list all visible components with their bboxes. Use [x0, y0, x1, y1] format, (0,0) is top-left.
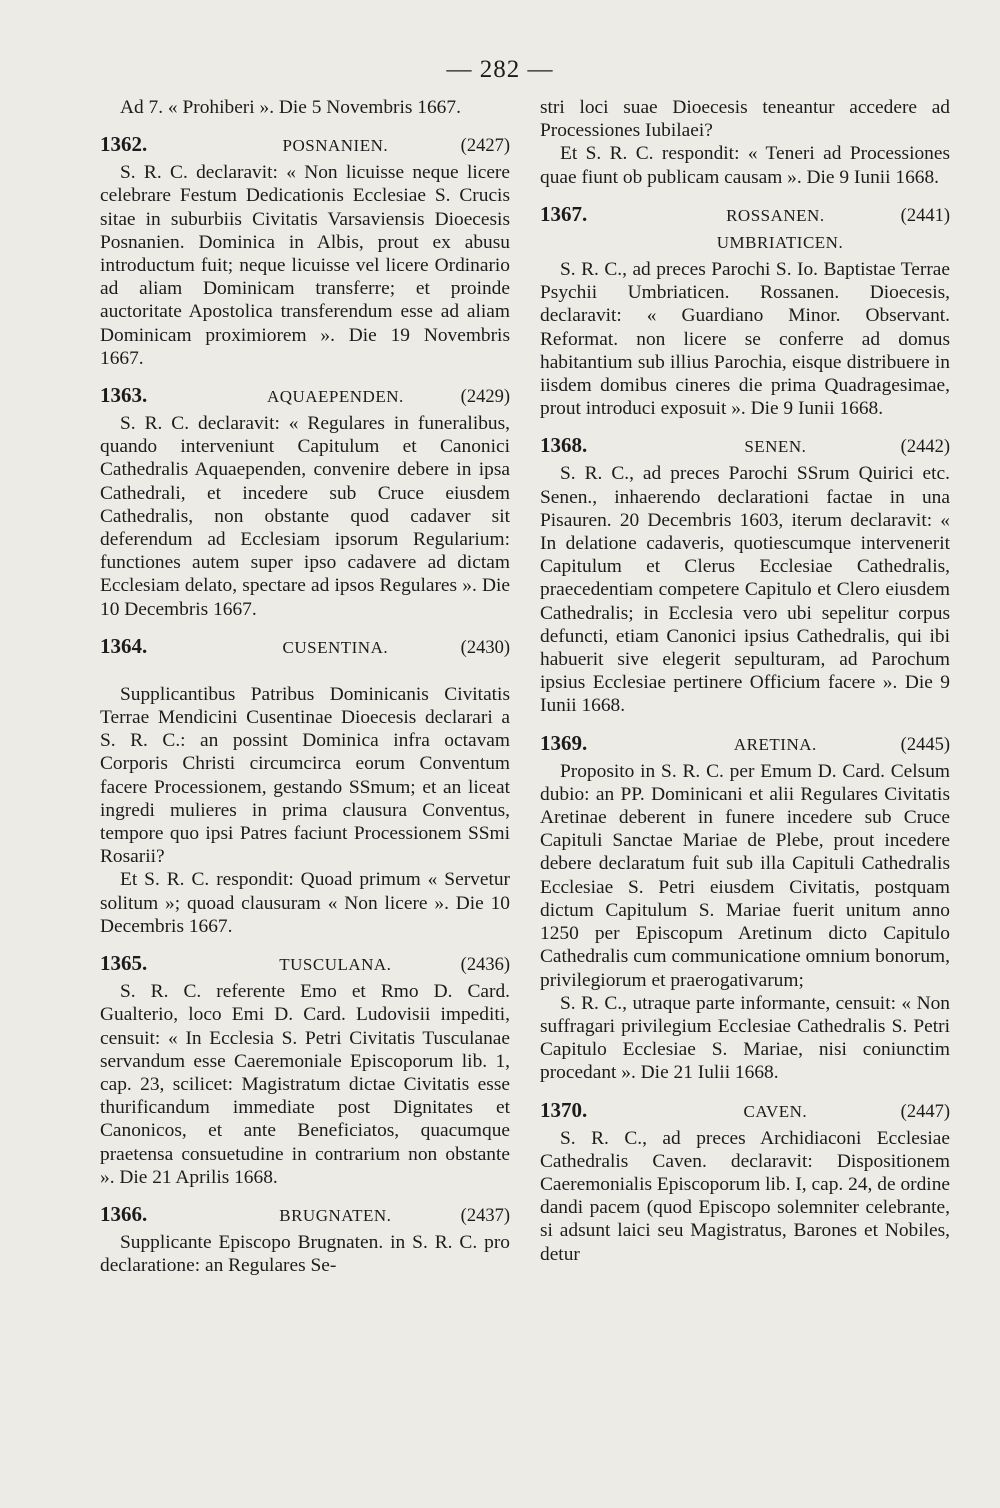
- decree-entry-1363: [100, 382, 510, 621]
- entry-place: TUSCULANA.: [279, 955, 392, 975]
- entry-reference: (2442): [900, 437, 950, 458]
- entry-reference: (2447): [900, 1101, 950, 1122]
- entry-number: 1366.: [100, 1201, 148, 1226]
- entry-place: SENEN.: [744, 437, 807, 457]
- entry-reference: (2427): [460, 136, 510, 157]
- left-column: [100, 96, 510, 1277]
- decree-entry-1367: [540, 201, 950, 421]
- entry-paragraph: S. R. C., ad preces Parochi SSrum Quirici etc. Senen., inhaerendo declarationi factae in una Pisauren. 20 Decembris 1603, iterum declaravit: « In delatione cadaveris, quotiescumque intervenerit Capitulum et Clerus Ecclesiae Cathedralis, praecedentiam competere Capitulo et Clero eiusdem Cathedralis; in Ecclesia vero ubi sepelitur corpus defuncti, etiam Canonici ipsius Cathedralis, qui ibi habuerit sive elegerit sepulturam, ad Parochum ipsius Ecclesiae pertinere Officium facere ». Die 9 Iunii 1668.: [540, 463, 950, 717]
- entry-heading: [540, 1097, 950, 1125]
- entry-place: BRUGNATEN.: [279, 1205, 392, 1225]
- entry-paragraph: S. R. C. referente Emo et Rmo D. Card. Gualterio, loco Emi D. Card. Ludovisii impediti, censuit: « In Ecclesia S. Petri Civitatis Tusculanae servandum esse Caeremoniale Episcoporum lib. 1, cap. 23, scilicet: Magistratum dictae Civitatis esse thurificandum immediate post Dignitates et Canonicos, et ante Beneficiatos, quacumque praetensa consuetudine in contrarium non obstante ». Die 21 Aprilis 1668.: [100, 981, 510, 1188]
- entry-number: 1362.: [100, 132, 148, 157]
- entry-number: 1365.: [100, 951, 148, 976]
- entry-heading: [100, 1201, 510, 1229]
- entry-heading: [100, 131, 510, 159]
- entry-paragraph: S. R. C. declaravit: « Non licuisse neque licere celebrare Festum Dedicationis Ecclesiae S. Crucis sitae in suburbiis Civitatis Varsaviensis Dioecesis Posnanien. Dominica in Albis, prout ex abusu introductum fuit; neque licuisse vel licere Ordinario ad aliam Dominicam transferre; et proinde auctoritate Apostolica transferendum esse ad aliam Dominicam proximiorem ». Die 19 Novembris 1667.: [100, 162, 510, 369]
- entry-heading: [540, 730, 950, 758]
- entry-reference: (2437): [460, 1205, 510, 1226]
- entry-heading: [100, 382, 510, 410]
- decree-entry-1365: [100, 950, 510, 1189]
- entry-heading: [540, 201, 950, 229]
- entry-reference: (2436): [460, 955, 510, 976]
- continuation-text: stri loci suae Dioecesis teneantur accedere ad Processiones Iubilaei?: [540, 97, 950, 142]
- decree-entry-1364: [100, 633, 510, 938]
- entry-number: 1364.: [100, 633, 148, 658]
- decree-entry-1368: [540, 432, 950, 717]
- entry-number: 1369.: [540, 730, 588, 755]
- entry-paragraph: Supplicante Episcopo Brugnaten. in S. R. C. pro declaratione: an Regulares Se-: [100, 1231, 510, 1277]
- entry-place: ARETINA.: [733, 734, 817, 754]
- intro-text: Ad 7. « Prohiberi ». Die 5 Novembris 1667.: [120, 97, 461, 118]
- entry-heading: [100, 950, 510, 978]
- entry-paragraph: S. R. C., ad preces Parochi S. Io. Baptistae Terrae Psychii Umbriaticen. Rossanen. Dioecesis, declaravit: « Guardiano Minor. Observant. Reformat. non licere se conferre ad domus habitantium sub illius Parochia, eisque distribuere in iisdem domibus cineres die prima Quadragesimae, prout introduci exposuit ». Die 9 Iunii 1668.: [540, 259, 950, 420]
- entry-place: CUSENTINA.: [282, 637, 389, 657]
- entry-paragraph: Supplicantibus Patribus Dominicanis Civitatis Terrae Mendicini Cusentinae Dioecesis declarari a S. R. C.: an possint Dominica infra octavam Corporis Christi circumcirca eorum Conventum facere Processionem, gestando SSmum; et an liceat ingredi mulieres in prima clausura Conventus, tempore quo ipsi Patres faciunt Processionem SSmi Rosarii?: [100, 683, 510, 868]
- entry-place: CAVEN.: [743, 1101, 808, 1121]
- entry-paragraph: S. R. C., utraque parte informante, censuit: « Non suffragari privilegium Ecclesiae Cathedralis S. Petri Capitulo Ecclesiae S. Mariae, nisi coniunctim procedant ». Die 21 Iulii 1668.: [540, 992, 950, 1084]
- entry-reference: (2429): [460, 387, 510, 408]
- entry-number: 1368.: [540, 433, 588, 458]
- entry-heading: [540, 432, 950, 460]
- decree-entry-1362: [100, 131, 510, 370]
- entry-paragraph: S. R. C., ad preces Archidiaconi Ecclesiae Cathedralis Caven. declaravit: Dispositionem Caeremonialis Episcoporum lib. I, cap. 24, de ordine dandi pacem (quod Episcopo solemniter celebrante, si adsunt laici seu Magistratus, Barones et Nobiles, detur: [540, 1127, 950, 1265]
- entry-paragraph: Proposito in S. R. C. per Emum D. Card. Celsum dubio: an PP. Dominicani et alii Regulares Civitatis Aretinae deberent in funere incedere sub Cruce Capituli Sanctae Mariae de Plebe, prout incedere debere declaratum fuit sub illa Capituli Cathedralis Ecclesiae S. Petri eiusdem Civitatis, postquam dictum Capitulum S. Mariae fuerit unitum anno 1250 per Episcopum Aretinum dicto Capitulo Cathedralis cum communicatione omnium bonorum, privilegiorum et praerogativarum;: [540, 760, 950, 991]
- decree-entry-1369: [540, 730, 950, 1085]
- right-column: [540, 96, 950, 1266]
- entry-paragraph: S. R. C. declaravit: « Regulares in funeralibus, quando interveniunt Capitulum et Canonici Cathedralis Aquaependen, convenire debere in ipsa Cathedrali, et incedere sub Cruce eiusdem Cathedralis, non obstante quod cadaver sit deferendum ad Ecclesiam ipsorum Regularium: functiones autem super ipso cadavere ad dictam Ecclesiam delato, spectare ad ipsos Regulares ». Die 10 Decembris 1667.: [100, 413, 510, 620]
- entry-paragraph: Et S. R. C. respondit: Quoad primum « Servetur solitum »; quoad clausuram « Non licere ». Die 10 Decembris 1667.: [100, 869, 510, 937]
- entry-reference: (2445): [900, 734, 950, 755]
- entry-number: 1363.: [100, 383, 148, 408]
- entry-place: POSNANIEN.: [282, 136, 389, 156]
- entry-number: 1370.: [540, 1097, 588, 1122]
- entry-place: ROSSANEN.: [726, 205, 825, 225]
- entry-heading: [100, 633, 510, 661]
- decree-entry-1366: [100, 1201, 510, 1277]
- continuation-text: Et S. R. C. respondit: « Teneri ad Processiones quae fiunt ob publicam causam ». Die 9 Iunii 1668.: [540, 143, 950, 188]
- entry-reference: (2430): [460, 637, 510, 658]
- entry-place: AQUAEPENDEN.: [266, 387, 404, 407]
- decree-entry-1370: [540, 1097, 950, 1266]
- entry-number: 1367.: [540, 201, 588, 226]
- entry-reference: (2441): [900, 205, 950, 226]
- page-number: — 282 —: [446, 56, 554, 83]
- entry-subplace: UMBRIATICEN.: [716, 232, 844, 252]
